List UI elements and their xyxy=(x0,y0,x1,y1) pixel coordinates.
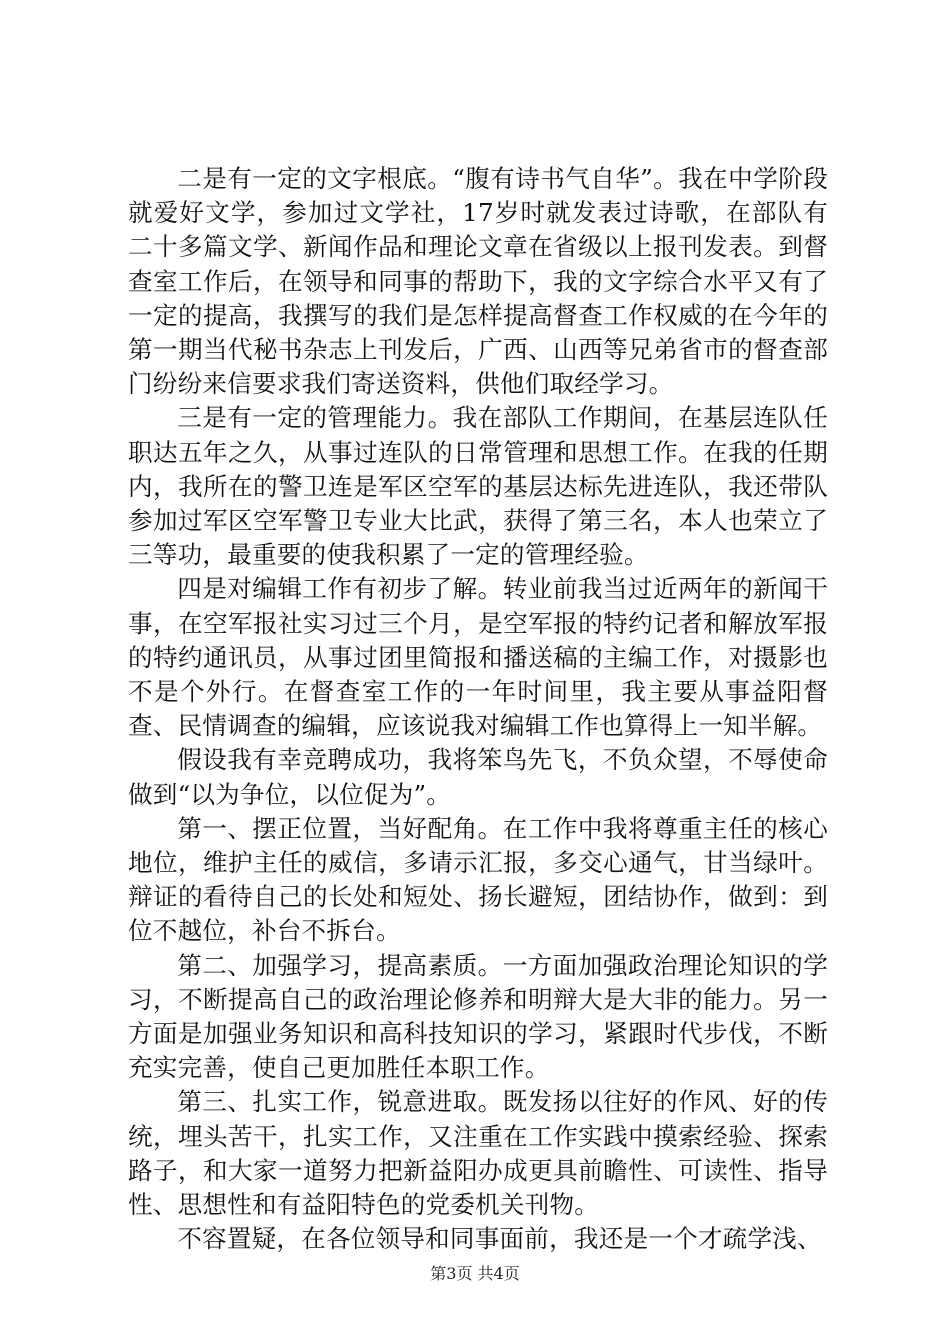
paragraph: 二是有一定的文字根底。“腹有诗书气自华”。我在中学阶段就爱好文学，参加过文学社，17岁时就发表过诗歌，在部队有二十多篇文学、新闻作品和理论文章在省级以上报刊发表。到督查室工作后，在领导和同事的帮助下，我的文字综合水平又有了一定的提高，我撰写的我们是怎样提高督查工作权威的在今年的第一期当代秘书杂志上刊发后，广西、山西等兄弟省市的督查部门纷纷来信要求我们寄送资料，供他们取经学习。 xyxy=(128,164,828,399)
paragraph: 第三、扎实工作，锐意进取。既发扬以往好的作风、好的传统，埋头苦干，扎实工作，又注重在工作实践中摸索经验、探索路子，和大家一道努力把新益阳办成更具前瞻性、可读性、指导性、思想性和有益阳特色的党委机关刊物。 xyxy=(128,1087,828,1220)
page-footer xyxy=(0,1264,950,1284)
paragraph: 假设我有幸竞聘成功，我将笨鸟先飞，不负众望，不辱使命做到“以为争位，以位促为”。 xyxy=(128,745,828,809)
paragraph: 四是对编辑工作有初步了解。转业前我当过近两年的新闻干事，在空军报社实习过三个月，是空军报的特约记者和解放军报的特约通讯员，从事过团里简报和播送稿的主编工作，对摄影也不是个外行。在督查室工作的一年时间里，我主要从事益阳督查、民情调查的编辑，应该说我对编辑工作也算得上一知半解。 xyxy=(128,574,828,741)
paragraph: 第二、加强学习，提高素质。一方面加强政治理论知识的学习，不断提高自己的政治理论修养和明辩大是大非的能力。另一方面是加强业务知识和高科技知识的学习，紧跟时代步伐，不断充实完善，使自己更加胜任本职工作。 xyxy=(128,950,828,1083)
paragraph: 三是有一定的管理能力。我在部队工作期间，在基层连队任职达五年之久，从事过连队的日常管理和思想工作。在我的任期内，我所在的警卫连是军区空军的基层达标先进连队，我还带队参加过军区空军警卫专业大比武，获得了第三名，本人也荣立了三等功，最重要的使我积累了一定的管理经验。 xyxy=(128,403,828,570)
paragraph: 不容置疑，在各位领导和同事面前，我还是一个才疏学浅、 xyxy=(177,1224,822,1254)
paragraph: 第一、摆正位置，当好配角。在工作中我将尊重主任的核心地位，维护主任的威信，多请示汇报，多交心通气，甘当绿叶。辩证的看待自己的长处和短处、扬长避短，团结协作，做到：到位不越位，补台不拆台。 xyxy=(128,813,828,946)
body-text xyxy=(128,162,828,1257)
page-number-label: 第3页 共4页 xyxy=(430,1264,520,1283)
